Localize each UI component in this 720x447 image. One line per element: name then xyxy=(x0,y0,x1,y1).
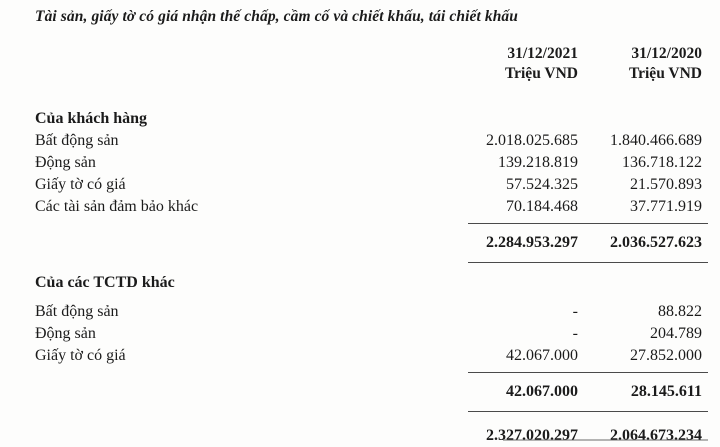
subtotal-row xyxy=(35,224,708,262)
row-value-2020: 88.822 xyxy=(658,303,702,320)
row-value-2020: 27.852.000 xyxy=(630,347,702,364)
section-heading: Của các TCTD khác xyxy=(35,274,175,291)
row-value-2021: 57.524.325 xyxy=(506,176,578,193)
table-row xyxy=(35,130,708,152)
row-value-2020: 1.840.466.689 xyxy=(610,132,702,149)
table-row xyxy=(35,301,708,323)
subtotal-value-2020: 2.036.527.623 xyxy=(610,234,702,251)
grand-total-row xyxy=(35,425,708,447)
table-row xyxy=(35,345,708,367)
row-value-2021: 70.184.468 xyxy=(506,198,578,215)
table-row xyxy=(35,174,708,196)
column-header-2020 xyxy=(578,44,708,84)
row-label: Bất động sản xyxy=(35,132,119,149)
row-label: Các tài sản đảm bảo khác xyxy=(35,198,199,215)
row-label: Bất động sản xyxy=(35,303,119,320)
row-label: Động sản xyxy=(35,325,96,342)
row-value-2021: 139.218.819 xyxy=(498,154,578,171)
table-row xyxy=(35,196,708,218)
subtotal-rule-bottom xyxy=(468,411,708,412)
column-header-2020-date: 31/12/2020 xyxy=(631,45,702,62)
table-row xyxy=(35,152,708,174)
row-value-2020: 204.789 xyxy=(650,325,702,342)
section-heading: Của khách hàng xyxy=(35,110,148,127)
row-value-2021: 2.018.025.685 xyxy=(486,132,578,149)
subtotal-value-2021: 42.067.000 xyxy=(506,383,578,400)
column-header-2021-date: 31/12/2021 xyxy=(507,45,578,62)
row-value-2020: 21.570.893 xyxy=(630,176,702,193)
row-label: Giấy tờ có giá xyxy=(35,176,126,193)
subtotal-rule-bottom xyxy=(468,262,708,263)
row-value-2020: 136.718.122 xyxy=(622,154,702,171)
section-cua-khach-hang xyxy=(35,108,708,263)
grand-total-rule-cutoff xyxy=(503,439,708,441)
column-header-2021-unit: Triệu VND xyxy=(504,65,578,82)
column-header-2020-unit: Triệu VND xyxy=(628,65,702,82)
subtotal-value-2021: 2.284.953.297 xyxy=(486,234,578,251)
grand-total-value-2021: 2.327.020.297 xyxy=(486,427,578,444)
row-value-2021: 42.067.000 xyxy=(506,347,578,364)
row-label: Động sản xyxy=(35,154,96,171)
grand-total-value-2020: 2.064.673.234 xyxy=(610,427,702,444)
row-label: Giấy tờ có giá xyxy=(35,347,126,364)
column-headers xyxy=(35,44,708,84)
subtotal-value-2020: 28.145.611 xyxy=(630,383,702,400)
section-cua-cac-tctd-khac xyxy=(35,272,708,412)
table-row xyxy=(35,323,708,345)
column-header-2021 xyxy=(448,44,578,84)
row-value-2021: - xyxy=(572,303,578,320)
document-title: Tài sản, giấy tờ có giá nhận thế chấp, cầm cố và chiết khấu, tái chiết khấu xyxy=(35,8,518,25)
subtotal-row xyxy=(35,373,708,411)
row-value-2021: - xyxy=(572,325,578,342)
row-value-2020: 37.771.919 xyxy=(630,198,702,215)
